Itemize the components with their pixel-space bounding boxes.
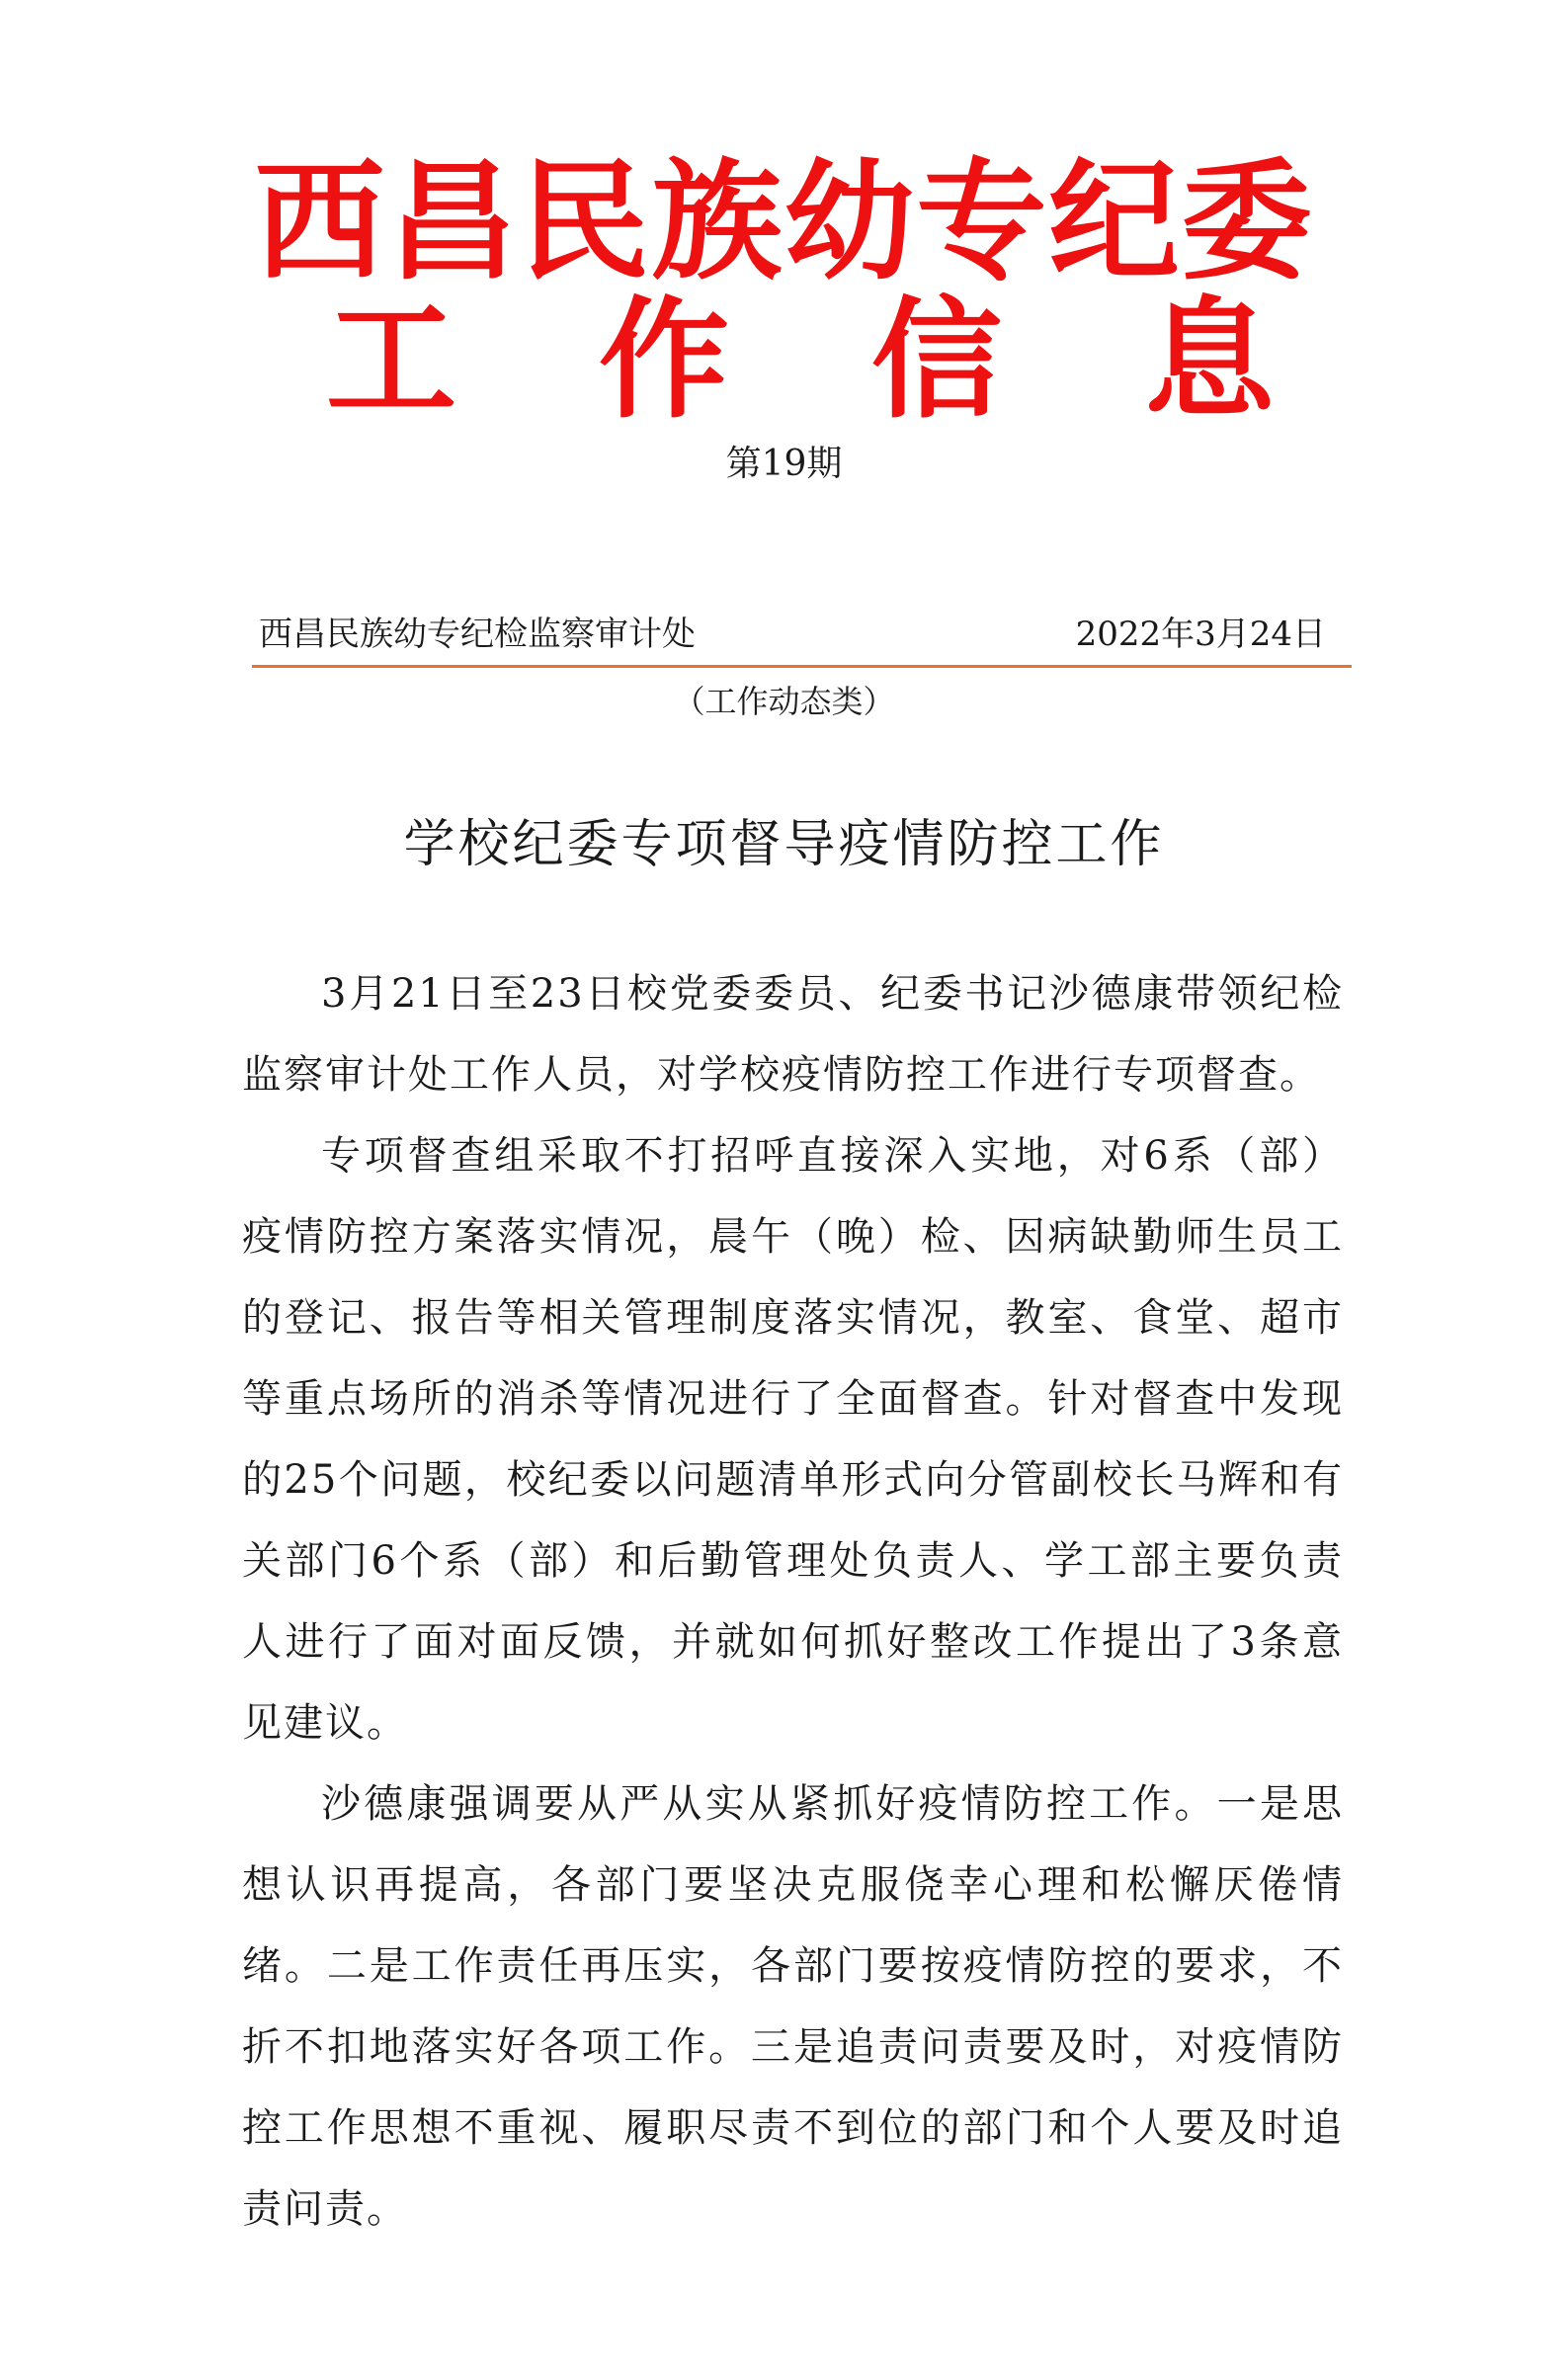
masthead-title: 西昌民族幼专纪委	[254, 146, 1314, 298]
article-paragraph: 沙德康强调要从严从实从紧抓好疫情防控工作。一是思想认识再提高，各部门要坚决克服侥幸心理和松懈厌倦情绪。二是工作责任再压实，各部门要按疫情防控的要求，不折不扣地落实好各项工作。三是追责问责要及时，对疫情防控工作思想不重视、履职尽责不到位的部门和个人要及时追责问责。	[242, 1781, 1344, 2232]
article-paragraph: 专项督查组采取不打招呼直接深入实地，对6系（部）疫情防控方案落实情况，晨午（晚）检、因病缺勤师生员工的登记、报告等相关管理制度落实情况，教室、食堂、超市等重点场所的消杀等情况进行了全面督查。针对督查中发现的25个问题，校纪委以问题清单形式向分管副校长马辉和有关部门6个系（部）和后勤管理处负责人、学工部主要负责人进行了面对面反馈，并就如何抓好整改工作提出了3条意见建议。	[242, 1133, 1344, 1746]
masthead-subtitle-char: 信	[871, 285, 1002, 437]
category-label: （工作动态类）	[673, 683, 895, 720]
issue-date: 2022年3月24日	[1075, 615, 1326, 654]
article-title: 学校纪委专项督导疫情防控工作	[403, 815, 1165, 874]
masthead-subtitle	[326, 287, 1275, 435]
header-divider	[252, 665, 1352, 668]
masthead-subtitle-char: 作	[599, 285, 729, 437]
document-header-row	[259, 610, 1326, 659]
article-body	[242, 953, 1344, 2250]
masthead-subtitle-char: 工	[326, 285, 456, 437]
masthead-subtitle-char: 息	[1144, 285, 1275, 437]
issue-number: 第19期	[725, 444, 843, 484]
issuing-organization: 西昌民族幼专纪检监察审计处	[259, 615, 696, 654]
article-paragraph: 3月21日至23日校党委委员、纪委书记沙德康带领纪检监察审计处工作人员，对学校疫情防控工作进行专项督查。	[242, 971, 1344, 1098]
